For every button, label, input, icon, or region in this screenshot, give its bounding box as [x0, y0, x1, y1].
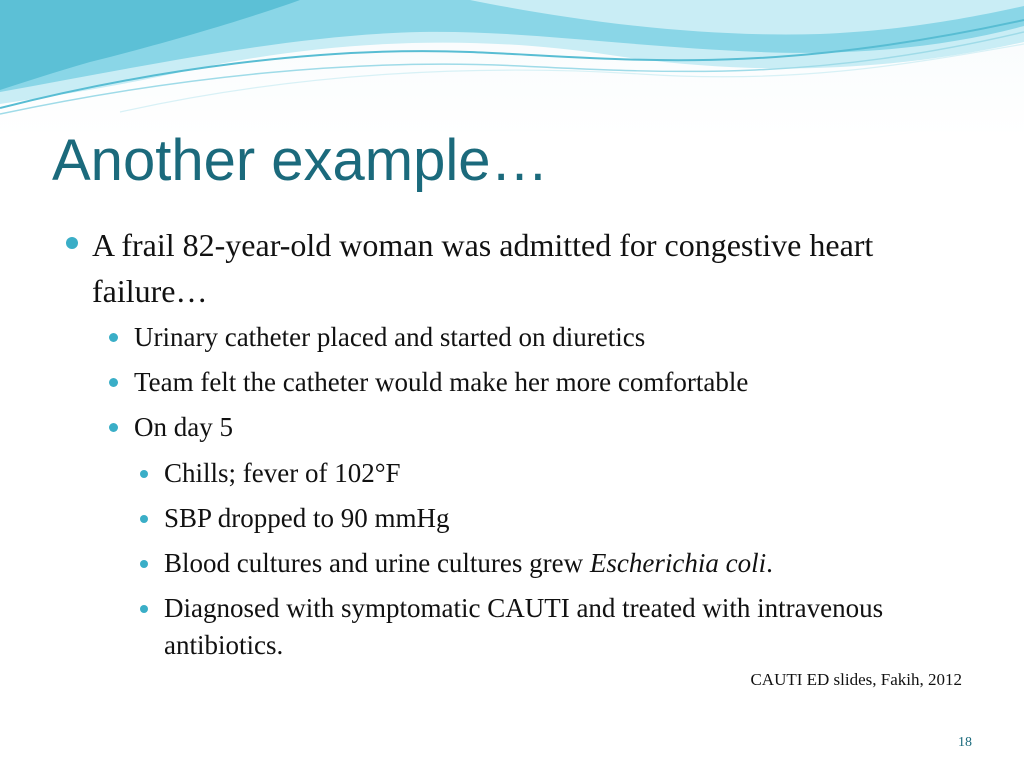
bullet-level3: [60, 590, 980, 664]
bullet-text: Diagnosed with symptomatic CAUTI and treated with intravenous antibiotics.: [164, 593, 884, 660]
bullet-text: Team felt the catheter would make her more comfortable: [134, 367, 749, 397]
wave-header-decoration: [0, 0, 1024, 120]
bullet-text-after: .: [766, 548, 773, 578]
bullet-text: Chills; fever of 102°F: [164, 458, 401, 488]
bullet-text-before: Blood cultures and urine cultures grew: [164, 548, 590, 578]
bullet-text: On day 5: [134, 412, 233, 442]
bullet-text: A frail 82-year-old woman was admitted for congestive heart failure…: [92, 227, 874, 309]
source-citation: CAUTI ED slides, Fakih, 2012: [750, 670, 962, 689]
bullet-level3: [60, 545, 980, 582]
bullet-dot-icon: [140, 515, 148, 523]
bullet-dot-icon: [140, 560, 148, 568]
bullet-dot-icon: [109, 333, 118, 342]
bullet-level2: [60, 410, 980, 444]
bullet-text: Urinary catheter placed and started on diuretics: [134, 322, 646, 352]
slide-title: Another example…: [52, 128, 549, 193]
organism-name: Escherichia coli: [589, 548, 767, 578]
bullet-dot-icon: [109, 423, 118, 432]
bullet-level2: [60, 320, 980, 354]
bullet-level3: [60, 500, 980, 537]
page-number: 18: [958, 735, 972, 750]
bullet-level3: [60, 455, 980, 492]
bullet-dot-icon: [66, 237, 78, 249]
slide-body: [60, 222, 980, 672]
bullet-text: SBP dropped to 90 mmHg: [164, 503, 450, 533]
bullet-level2: [60, 365, 980, 399]
bullet-dot-icon: [140, 470, 148, 478]
bullet-dot-icon: [140, 605, 148, 613]
bullet-level1: [60, 222, 980, 314]
bullet-dot-icon: [109, 378, 118, 387]
